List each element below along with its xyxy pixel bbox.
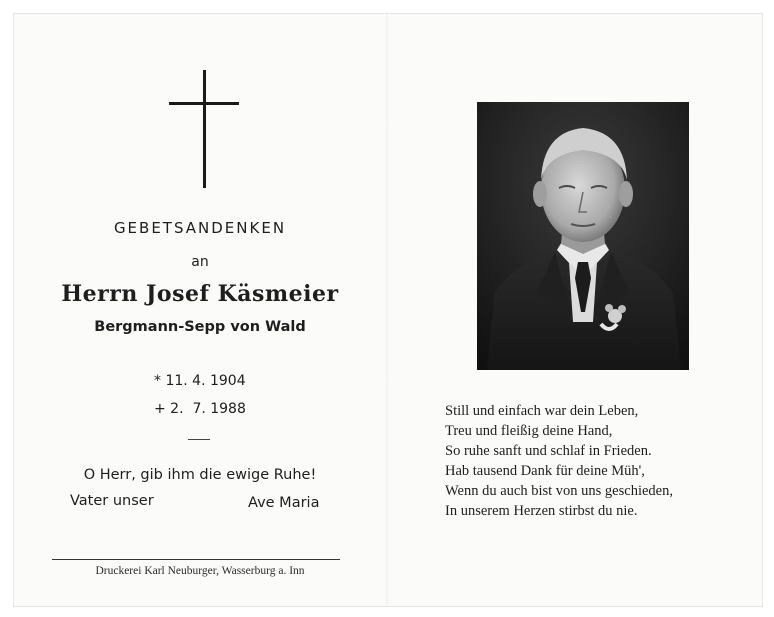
- death-date: + 2. 7. 1988: [154, 401, 246, 417]
- card-fold: [386, 14, 388, 606]
- prayer-vater-unser: Vater unser: [70, 493, 154, 509]
- printer-credit: Druckerei Karl Neuburger, Wasserburg a. Inn: [95, 565, 305, 577]
- cross-icon: [169, 70, 239, 190]
- deceased-name: Herrn Josef Käsmeier: [61, 281, 339, 307]
- card-heading: GEBETSANDENKEN: [113, 219, 287, 237]
- prayer-line: O Herr, gib ihm die ewige Ruhe!: [83, 467, 317, 483]
- birth-date: * 11. 4. 1904: [154, 373, 246, 389]
- right-panel: [390, 14, 762, 606]
- poem-line: Wenn du auch bist von uns geschieden,: [445, 483, 673, 499]
- prayer-ave-maria: Ave Maria: [248, 495, 320, 511]
- divider-short: [188, 439, 210, 440]
- deceased-nickname: Bergmann-Sepp von Wald: [94, 319, 306, 335]
- poem-line: Hab tausend Dank für deine Müh',: [445, 463, 645, 479]
- left-panel: [14, 14, 386, 606]
- divider-bottom: [52, 559, 340, 560]
- poem-line: Still und einfach war dein Leben,: [445, 403, 639, 419]
- poem-line: In unserem Herzen stirbst du nie.: [445, 503, 638, 519]
- poem: [445, 401, 673, 521]
- poem-line: So ruhe sanft und schlaf in Frieden.: [445, 443, 652, 459]
- portrait-photo: [477, 102, 689, 370]
- memorial-card: [14, 14, 762, 606]
- poem-line: Treu und fleißig deine Hand,: [445, 423, 613, 439]
- card-word-an: an: [191, 254, 209, 270]
